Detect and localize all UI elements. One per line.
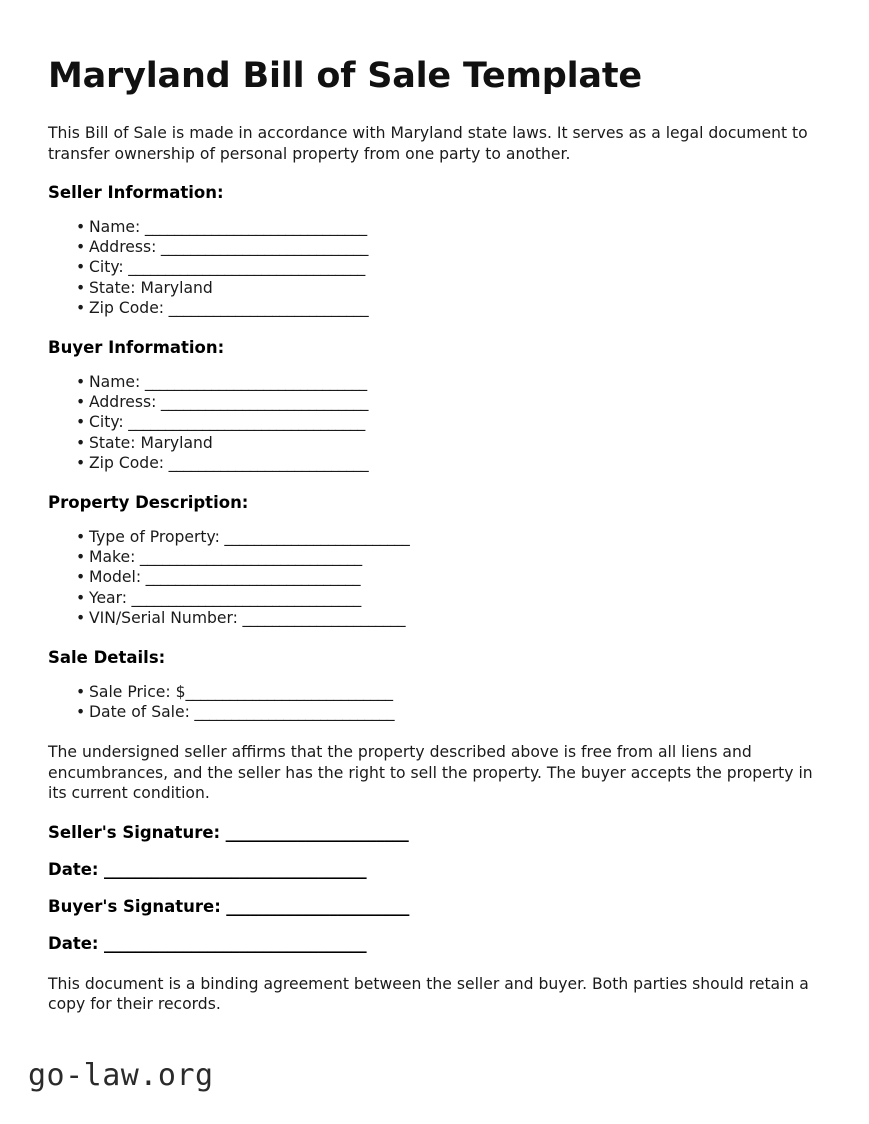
buyer-signature-blank: _______________________ [220, 896, 410, 916]
seller-signature-blank: _______________________ [220, 822, 409, 842]
field-label: Address: [89, 393, 157, 412]
list-item [48, 567, 823, 587]
seller-section-heading: Seller Information: [48, 183, 224, 202]
field-blank: ____________________________ [156, 238, 369, 257]
property-section-heading: Property Description: [48, 493, 249, 513]
field-blank: ____________________________ [185, 683, 393, 702]
field-label: Name: [89, 373, 141, 392]
field-label: Year: [89, 588, 127, 607]
field-label: Zip Code: [89, 453, 165, 472]
field-blank: _______________________________ [127, 588, 361, 607]
list-item [48, 608, 823, 628]
sale-details-heading: Sale Details: [48, 648, 166, 668]
buyer-date-label: Date: [48, 933, 99, 953]
sale-fields-list [48, 682, 823, 722]
buyer-date-blank: _________________________________ [98, 933, 367, 953]
field-label: Name: [89, 218, 141, 236]
buyer-signature-label: Buyer's Signature: [48, 896, 221, 916]
field-value: Maryland [135, 278, 213, 297]
field-label: Model: [89, 568, 142, 587]
field-label: Date of Sale: [89, 703, 190, 722]
field-blank: ____________________________ [156, 393, 369, 412]
list-item [48, 372, 823, 392]
seller-fields-list [48, 217, 823, 318]
list-item [48, 257, 823, 277]
field-label: Zip Code: [89, 298, 165, 317]
intro-paragraph: This Bill of Sale is made in accordance with Maryland state laws. It serves as a legal document to transfer ownership of personal property from one party to another. [48, 124, 808, 163]
signature-block [48, 823, 823, 954]
list-item [48, 298, 823, 318]
closing-paragraph: This document is a binding agreement between the seller and buyer. Both parties should retain a copy for their records. [48, 974, 809, 1014]
seller-date-line [48, 860, 823, 880]
buyer-signature-line [48, 897, 823, 917]
list-item [48, 392, 823, 412]
page-title: Maryland Bill of Sale Template [48, 56, 642, 96]
field-blank: ______________________________ [140, 373, 367, 392]
field-label: City: [89, 258, 124, 277]
list-item [48, 682, 823, 702]
field-blank: ___________________________ [189, 703, 395, 722]
field-blank: ______________________ [237, 608, 406, 627]
property-fields-list [48, 527, 823, 628]
list-item [48, 433, 823, 453]
field-label: State: [89, 278, 136, 297]
list-item [48, 237, 823, 257]
footer-brand: go-law.org [28, 1058, 214, 1093]
field-blank: ______________________________ [140, 218, 367, 236]
buyer-section-heading: Buyer Information: [48, 338, 225, 358]
field-blank: ___________________________ [164, 298, 369, 317]
buyer-fields-list [48, 372, 823, 473]
list-item [48, 547, 823, 567]
affirmation-paragraph: The undersigned seller affirms that the property described above is free from all liens and encumbrances, and the seller has the right to sell the property. The buyer accepts the property in its current condition. [48, 743, 813, 803]
field-blank: ________________________________ [123, 413, 365, 432]
field-blank: _____________________________ [141, 568, 361, 587]
buyer-date-line [48, 934, 823, 954]
field-blank: _________________________ [219, 528, 410, 547]
seller-signature-line [48, 823, 823, 843]
field-label: State: [89, 433, 136, 452]
field-blank: ______________________________ [135, 548, 362, 567]
field-label: Address: [89, 238, 157, 257]
seller-date-blank: _________________________________ [98, 859, 367, 879]
field-label: Type of Property: [89, 528, 220, 547]
seller-date-label: Date: [48, 859, 99, 879]
list-item [48, 412, 823, 432]
field-value: Maryland [135, 433, 213, 452]
list-item [48, 217, 823, 237]
field-blank: ________________________________ [123, 258, 365, 277]
field-label: Make: [89, 548, 136, 567]
list-item [48, 278, 823, 298]
field-blank: ___________________________ [164, 453, 369, 472]
list-item [48, 527, 823, 547]
document-body [48, 55, 823, 1034]
list-item [48, 588, 823, 608]
list-item [48, 702, 823, 722]
seller-signature-label: Seller's Signature: [48, 822, 221, 842]
field-label: Sale Price: $ [89, 683, 186, 702]
list-item [48, 453, 823, 473]
field-label: VIN/Serial Number: [89, 608, 238, 627]
field-label: City: [89, 413, 124, 432]
